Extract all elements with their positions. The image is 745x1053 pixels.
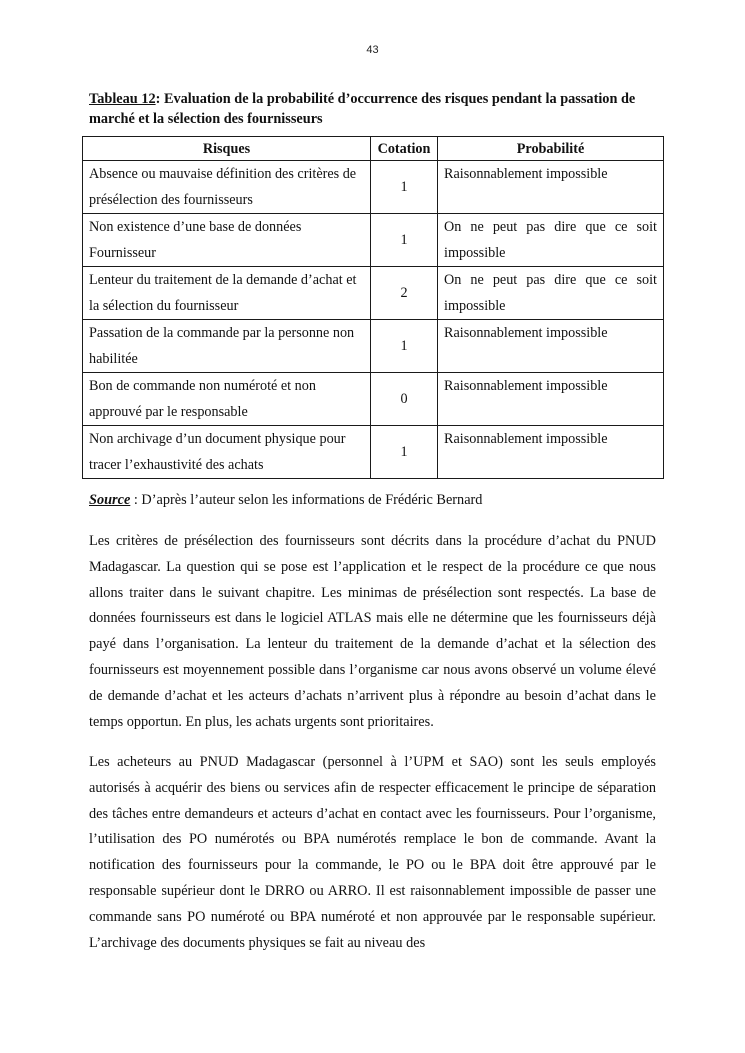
- cell-cotation: 0: [371, 373, 438, 426]
- page-number: 43: [366, 44, 379, 56]
- table-row: [83, 373, 664, 426]
- table-row: [83, 214, 664, 267]
- table-source: [89, 490, 664, 510]
- table-row: [83, 267, 664, 320]
- cell-probabilite: Raisonnablement impossible: [438, 161, 664, 214]
- cell-cotation: 1: [371, 214, 438, 267]
- cell-probabilite: Raisonnablement impossible: [438, 373, 664, 426]
- table-header-row: [83, 137, 664, 161]
- table-row: [83, 320, 664, 373]
- cell-cotation: 1: [371, 161, 438, 214]
- cell-cotation: 2: [371, 267, 438, 320]
- header-probabilite: Probabilité: [438, 137, 664, 161]
- cell-risque: Absence ou mauvaise définition des critères de présélection des fournisseurs: [83, 161, 371, 214]
- body-paragraph: Les acheteurs au PNUD Madagascar (personnel à l’UPM et SAO) sont les seuls employés autorisés à acquérir des biens ou services afin de respecter efficacement le principe de séparation des tâches entre demandeurs et acteurs d’achat en contact avec les fournisseurs. Pour l’organisme, l’utilisation des PO numérotés ou BPA numérotés remplace le bon de commande. Avant la notification des fournisseurs pour la commande, le PO ou le BPA doit être approuvé par le responsable supérieur dont le DRRO ou ARRO. Il est raisonnablement impossible de passer une commande sans PO numéroté ou BPA numéroté et non approuvée par le responsable supérieur. L’archivage des documents physiques se fait au niveau des: [89, 754, 656, 951]
- cell-risque: Non existence d’une base de données Fournisseur: [83, 214, 371, 267]
- cell-probabilite: Raisonnablement impossible: [438, 320, 664, 373]
- risk-evaluation-table: [82, 136, 664, 479]
- source-text: : D’après l’auteur selon les informations de Frédéric Bernard: [130, 492, 483, 508]
- cell-risque: Non archivage d’un document physique pour tracer l’exhaustivité des achats: [83, 426, 371, 479]
- cell-probabilite: On ne peut pas dire que ce soit impossible: [438, 267, 664, 320]
- cell-risque: Lenteur du traitement de la demande d’achat et la sélection du fournisseur: [83, 267, 371, 320]
- cell-cotation: 1: [371, 320, 438, 373]
- source-label: Source: [89, 492, 131, 508]
- table-caption-label: Tableau 12: [89, 91, 156, 107]
- cell-probabilite: On ne peut pas dire que ce soit impossible: [438, 214, 664, 267]
- table-caption: [89, 89, 664, 129]
- table-row: [83, 426, 664, 479]
- header-risques: Risques: [83, 137, 371, 161]
- table-caption-text: : Evaluation de la probabilité d’occurrence des risques pendant la passation de marché et la sélection des fournisseurs: [89, 91, 636, 127]
- table-row: [83, 161, 664, 214]
- cell-probabilite: Raisonnablement impossible: [438, 426, 664, 479]
- body-paragraph: Les critères de présélection des fournisseurs sont décrits dans la procédure d’achat du PNUD Madagascar. La question qui se pose est l’application et le respect de la procédure ce que nous allons traiter dans le suivant chapitre. Les minimas de présélection sont respectés. La base de données fournisseurs est dans le logiciel ATLAS mais elle ne détermine que les fournisseurs déjà payé dans l’organisation. La lenteur du traitement de la demande d’achat et la sélection des fournisseurs est moyennement possible dans l’organisme car nous avons observé un volume élevé de demande d’achat et les acteurs d’achats n’arrivent plus à répondre au besoin d’achat dans le temps opportun. En plus, les achats urgents sont prioritaires.: [89, 533, 656, 730]
- cell-risque: Passation de la commande par la personne non habilitée: [83, 320, 371, 373]
- cell-risque: Bon de commande non numéroté et non approuvé par le responsable: [83, 373, 371, 426]
- header-cotation: Cotation: [371, 137, 438, 161]
- cell-cotation: 1: [371, 426, 438, 479]
